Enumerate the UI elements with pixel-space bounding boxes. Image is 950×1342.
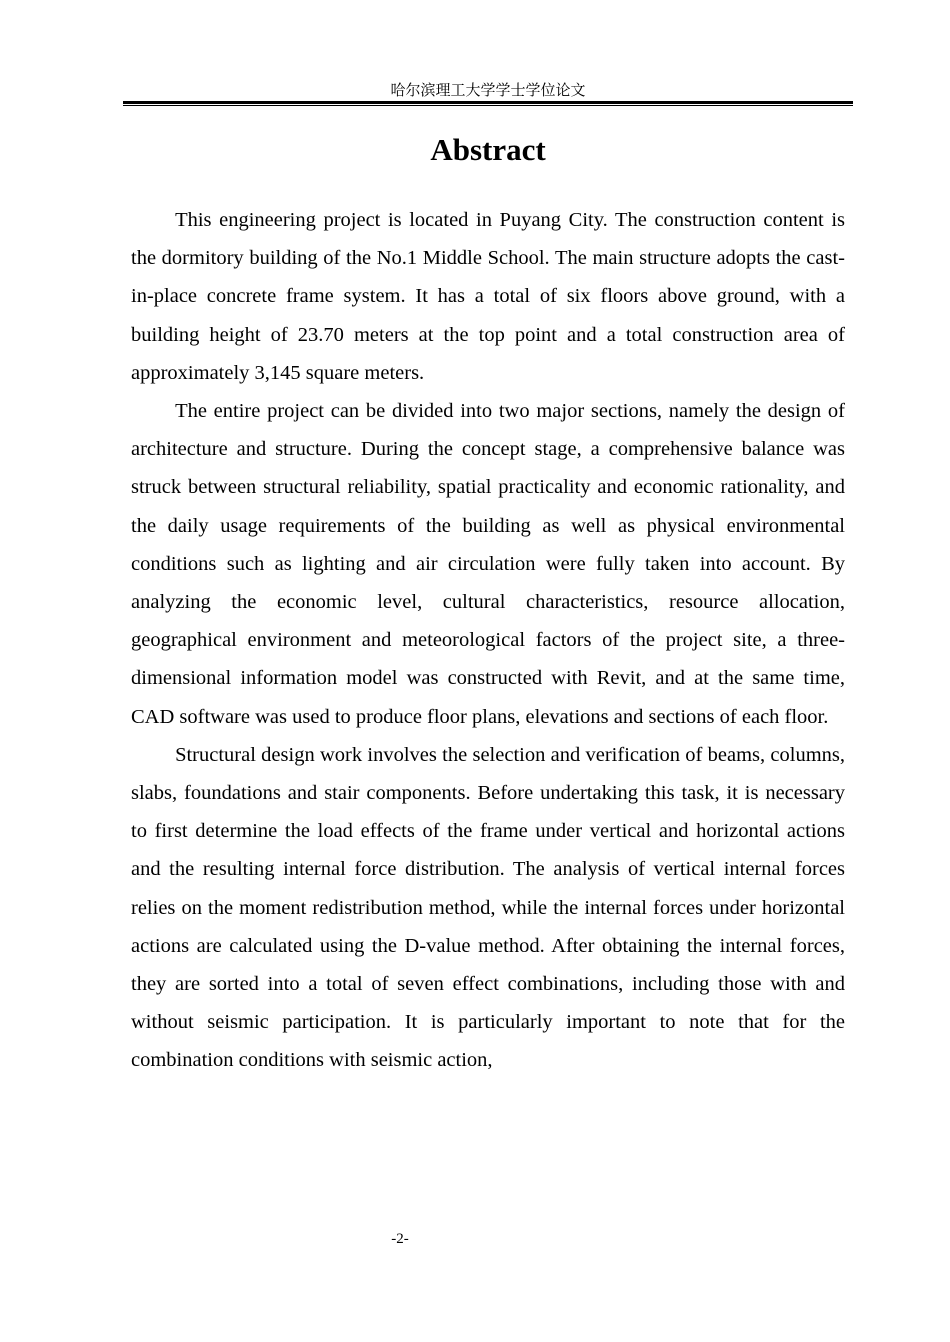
paragraph: Structural design work involves the selection and verification of beams, columns, slabs, foundations and stair components. Before undertaking this task, it is necessary to first determine the load effects of the frame under vertical and horizontal actions and the resulting internal force distribution. The analysis of vertical internal forces relies on the moment redistribution method, while the internal forces under horizontal actions are calculated using the D-value method. After obtaining the internal forces, they are sorted into a total of seven effect combinations, including those with and without seismic participation. It is particularly important to note that for the combination conditions with seismic action, (131, 743, 845, 1072)
paragraph: This engineering project is located in Puyang City. The construction content is the dormitory building of the No.1 Middle School. The main structure adopts the cast-in-place concrete frame system. It has a total of six floors above ground, with a building height of 23.70 meters at the top point and a total construction area of approximately 3,145 square meters. (131, 209, 845, 384)
paragraph: The entire project can be divided into two major sections, namely the design of architecture and structure. During the concept stage, a comprehensive balance was struck between structural reliability, spatial practicality and economic rationality, and the daily usage requirements of the building as well as physical environmental conditions such as lighting and air circulation were fully taken into account. By analyzing the economic level, cultural characteristics, resource allocation, geographical environment and meteorological factors of the project site, a three-dimensional information model was constructed with Revit, and at the same time, CAD software was used to produce floor plans, elevations and sections of each floor. (131, 400, 845, 728)
running-header: 哈尔滨理工大学学士学位论文 (390, 81, 586, 99)
header-rule (123, 101, 853, 104)
abstract-body (131, 201, 845, 1080)
header-rule-thin (123, 105, 853, 106)
page-number: -2- (391, 1231, 409, 1247)
page-title: Abstract (430, 132, 546, 167)
